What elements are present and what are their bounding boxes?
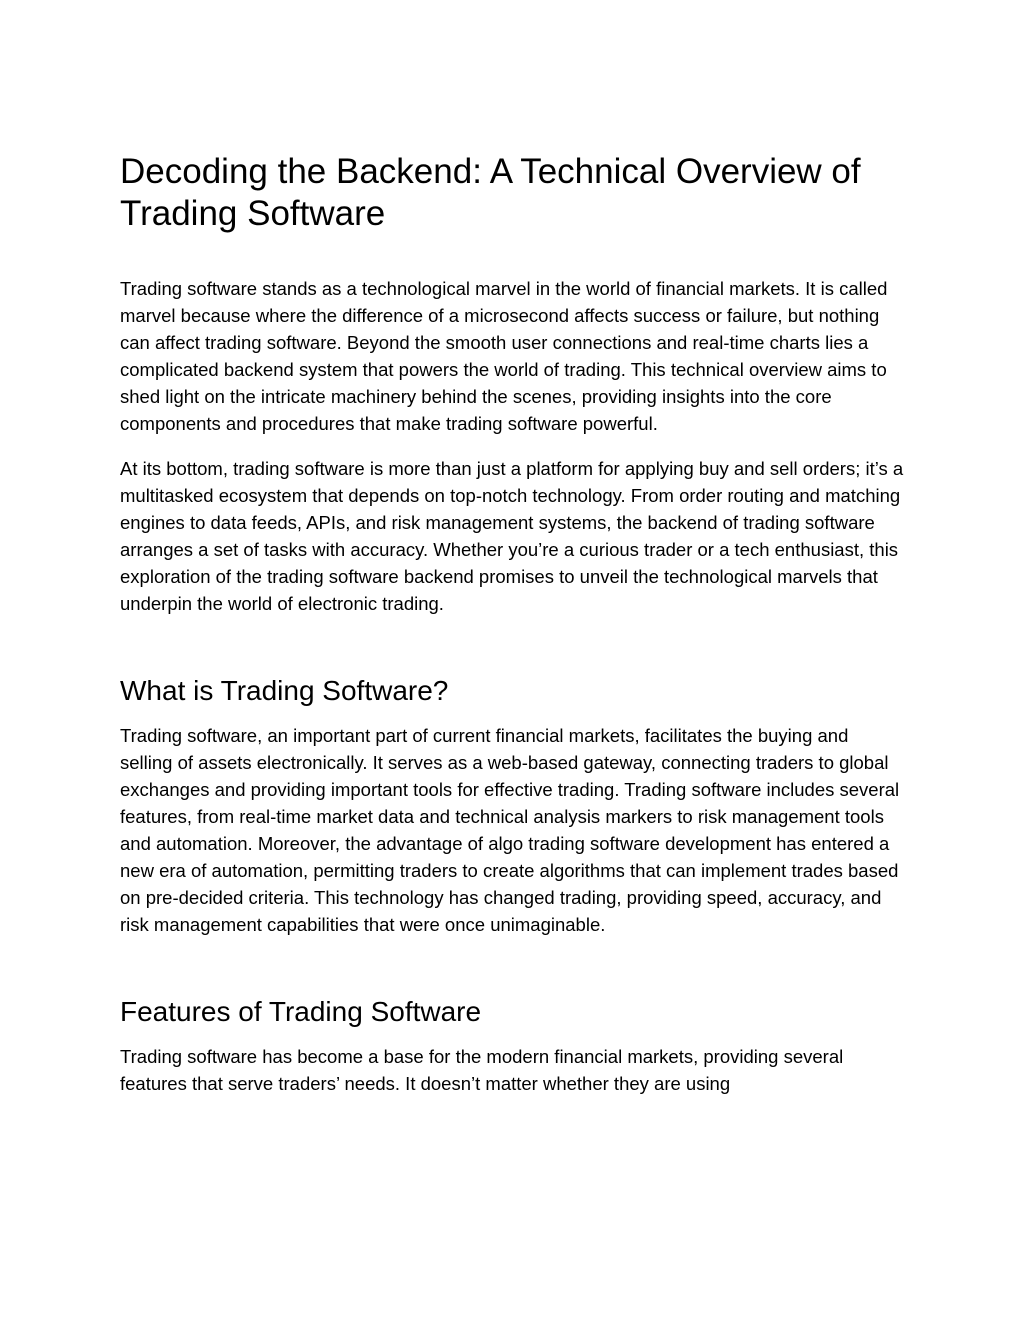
section-features-of-trading-software-paragraph: Trading software has become a base for the modern financial markets, providing several features that serve traders’ needs. It doesn’t matter whether they are using bbox=[120, 1046, 844, 1094]
section-heading-features-of-trading-software: Features of Trading Software bbox=[120, 996, 482, 1027]
document-title: Decoding the Backend: A Technical Overview of Trading Software bbox=[120, 152, 861, 233]
intro-paragraph-2: At its bottom, trading software is more than just a platform for applying buy and sell orders; it’s a multitasked ecosystem that depends on top-notch technology. From order routing and matching engines to data feeds, APIs, and risk management systems, the backend of trading software arranges a set of tasks with accuracy. Whether you’re a curious trader or a tech enthusiast, this exploration of the trading software backend promises to unveil the technological marvels that underpin the world of electronic trading. bbox=[120, 458, 904, 614]
section-heading-what-is-trading-software: What is Trading Software? bbox=[120, 675, 449, 706]
intro-paragraph-1: Trading software stands as a technological marvel in the world of financial markets. It is called marvel because where the difference of a microsecond affects success or failure, but nothing can affect trading software. Beyond the smooth user connections and real-time charts lies a complicated backend system that powers the world of trading. This technical overview aims to shed light on the intricate machinery behind the scenes, providing insights into the core components and procedures that make trading software powerful. bbox=[120, 278, 888, 434]
section-what-is-trading-software-paragraph: Trading software, an important part of current financial markets, facilitates the buying and selling of assets electronically. It serves as a web-based gateway, connecting traders to global exchanges and providing important tools for effective trading. Trading software includes several features, from real-time market data and technical analysis markers to risk management tools and automation. Moreover, the advantage of algo trading software development has entered a new era of automation, permitting traders to create algorithms that can implement trades based on pre-decided criteria. This technology has changed trading, providing speed, accuracy, and risk management capabilities that were once unimaginable. bbox=[120, 725, 900, 935]
